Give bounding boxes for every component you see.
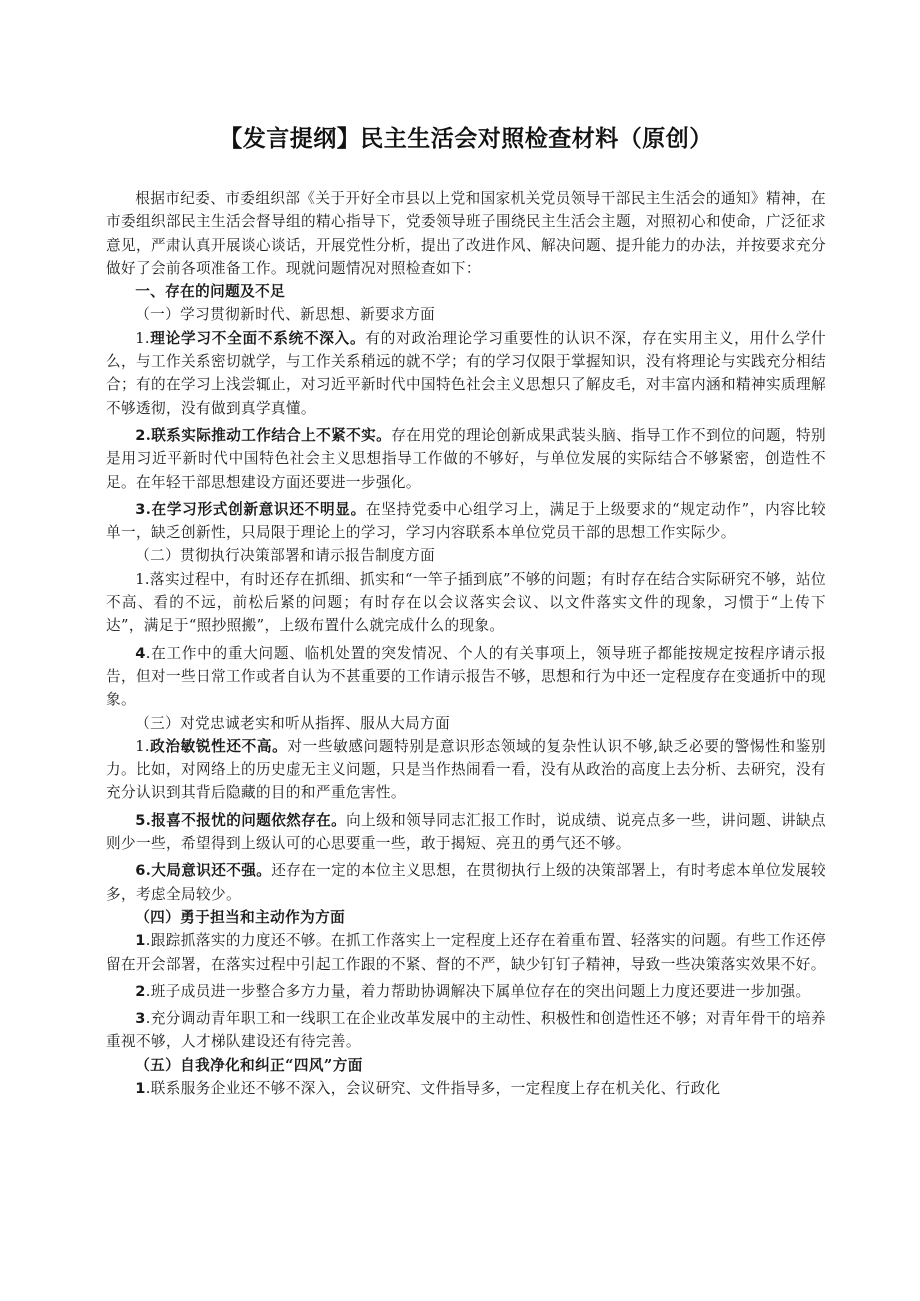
item-lead: .在学习形式创新意识还不明显。 [145, 500, 366, 518]
item-body: .充分调动青年职工和一线职工在企业改革发展中的主动性、积极性和创造性还不够；对青年骨干的培养重视不够，人才梯队建设还有待完善。 [106, 1010, 826, 1051]
item-number: 5 [135, 811, 146, 829]
list-item [106, 929, 826, 976]
intro-paragraph: 根据市纪委、市委组织部《关于开好全市县以上党和国家机关党员领导干部民主生活会的通知》精神，在市委组织部民主生活会督导组的精心指导下，党委领导班子围绕民主生活会主题，对照初心和使命，广泛征求意见，严肃认真开展谈心谈话，开展党性分析，提出了改进作风、解决问题、提升能力的办法，并按要求充分做好了会前各项准备工作。现就问题情况对照检查如下： [106, 190, 826, 277]
item-lead: 政治敏锐性还不高。 [149, 737, 288, 755]
subsection-heading-3: （三）对党忠诚老实和听从指挥、服从大局方面 [135, 714, 451, 732]
item-number: 2 [135, 426, 146, 444]
document-title: 【发言提纲】民主生活会对照检查材料（原创） [219, 126, 713, 152]
item-body: .联系服务企业还不够不深入，会议研究、文件指导多，一定程度上存在机关化、行政化 [145, 1079, 721, 1097]
subsection-heading-1: （一）学习贯彻新时代、新思想、新要求方面 [135, 306, 436, 324]
list-item [106, 327, 826, 420]
item-number: 4 [135, 644, 146, 662]
list-item [106, 1077, 826, 1100]
list-item [106, 1007, 826, 1054]
item-lead: .报喜不报忧的问题依然存在。 [145, 811, 347, 829]
item-number: 1 [135, 932, 146, 950]
item-body: 有的对政治理论学习重要性的认识不深，存在实用主义，用什么学什么，与工作关系密切就学，与工作关系稍远的就不学；有的学习仅限于掌握知识，没有将理论与实践充分相结合；有的在学习上浅尝辄止，对习近平新时代中国特色社会主义思想只了解皮毛，对丰富内涵和精神实质理解不够透彻，没有做到真学真懂。 [106, 329, 826, 417]
item-lead: .大局意识还不强。 [145, 862, 272, 880]
section-heading-problems: 一、存在的问题及不足 [135, 283, 286, 301]
subsection-heading-4: （四）勇于担当和主动作为方面 [135, 908, 346, 926]
item-number: 1. [135, 329, 150, 347]
item-body: 向上级和领导同志汇报工作时，说成绩、说亮点多一些，讲问题、讲缺点则少一些，希望得到上级认可的心思要重一些，敢于揭短、亮丑的勇气还不够。 [106, 811, 826, 853]
list-item [106, 568, 826, 638]
subsection-heading-5: （五）自我净化和纠正“四风”方面 [135, 1056, 363, 1074]
item-number: 1. [135, 570, 150, 588]
list-item [106, 642, 826, 712]
item-lead: 理论学习不全面不系统不深入。 [149, 329, 366, 347]
item-body: .班子成员进一步整合多方力量，着力帮助协调解决下属单位存在的突出问题上力度还要进一步加强。 [145, 982, 811, 1000]
item-number: 6 [135, 862, 146, 880]
item-number: 1. [135, 737, 150, 755]
list-item [106, 980, 826, 1003]
item-body: .在工作中的重大问题、临机处置的突发情况、个人的有关事项上，领导班子都能按规定按程序请示报告，但对一些日常工作或者自认为不甚重要的工作请示报告不够，思想和行为中还一定程度存在变通折中的现象。 [106, 644, 826, 709]
list-item [106, 735, 826, 805]
list-item [106, 424, 826, 494]
item-body: 还存在一定的本位主义思想，在贯彻执行上级的决策部署上，有时考虑本单位发展较多，考虑全局较少。 [106, 862, 827, 903]
list-item [106, 498, 826, 545]
list-item [106, 809, 826, 856]
item-body: 在坚持党委中心组学习上，满足于上级要求的“规定动作”，内容比较单一，缺乏创新性，只局限于理论上的学习，学习内容联系本单位党员干部的思想工作实际少。 [106, 500, 826, 542]
item-body: 对一些敏感问题特别是意识形态领域的复杂性认识不够,缺乏必要的警惕性和鉴别力。比如，对网络上的历史虚无主义问题，只是当作热闹看一看，没有从政治的高度上去分析、去研究，没有充分认识到其背后隐藏的目的和严重危害性。 [106, 737, 827, 802]
item-number: 2 [135, 982, 146, 1000]
list-item [106, 859, 826, 906]
item-body: .跟踪抓落实的力度还不够。在抓工作落实上一定程度上还存在着重布置、轻落实的问题。有些工作还停留在开会部署，在落实过程中引起工作跟的不紧、督的不严，缺少钉钉子精神，导致一些决策落实效果不好。 [106, 932, 826, 973]
item-number: 3 [135, 500, 146, 518]
item-body: 存在用党的理论创新成果武装头脑、指导工作不到位的问题，特别是用习近平新时代中国特色社会主义思想指导工作做的不够好，与单位发展的实际结合不够紧密，创造性不足。在年轻干部思想建设方面还要进一步强化。 [106, 426, 826, 491]
document-page [106, 120, 826, 1100]
item-number: 3 [135, 1010, 146, 1028]
item-number: 1 [135, 1079, 146, 1097]
subsection-heading-2: （二）贯彻执行决策部署和请示报告制度方面 [135, 547, 436, 565]
item-body: 落实过程中，有时还存在抓细、抓实和“一竿子插到底”不够的问题；有时存在结合实际研究不够，站位不高、看的不远，前松后紧的问题；有时存在以会议落实会议、以文件落实文件的现象，习惯于“上传下达”，满足于“照抄照搬”，上级布置什么就完成什么的现象。 [106, 570, 826, 635]
item-lead: .联系实际推动工作结合上不紧不实。 [145, 426, 392, 444]
